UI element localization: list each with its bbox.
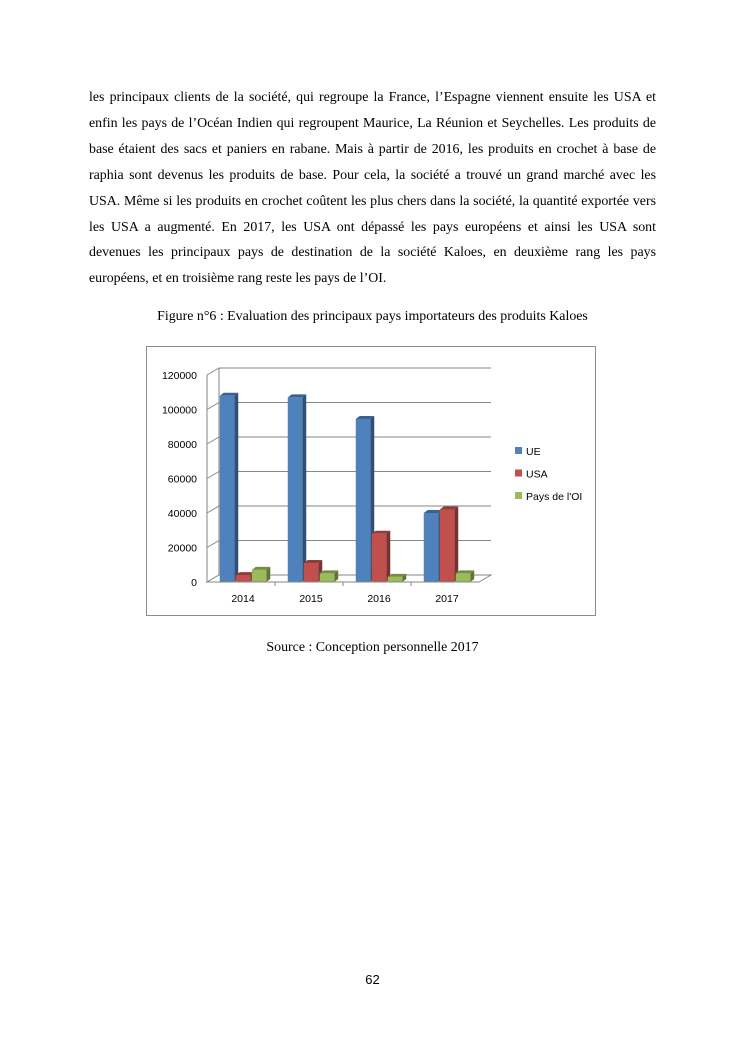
- x-tick-label: 2014: [231, 593, 255, 605]
- body-paragraph: les principaux clients de la société, qui regroupe la France, l’Espagne viennent ensuite les USA et enfin les pays de l’Océan Indien qui regroupent Maurice, La Réunion et Seychelles. Les produits de base étaient des sacs et paniers en rabane. Mais à partir de 2016, les produits en crochet à base de raphia sont devenus les produits de base. Pour cela, la société a trouvé un grand marché avec les USA. Même si les produits en crochet coûtent les plus chers dans la société, la quantité exportée vers les USA a augmenté. En 2017, les USA ont dépassé les pays européens et ainsi les USA sont devenues les principaux pays de destination de la société Kaloes, en deuxième rang les pays européens, et en troisième rang reste les pays de l’OI.: [89, 90, 656, 287]
- page-number: 62: [365, 972, 380, 987]
- chart-frame: [146, 346, 596, 616]
- legend-swatch: [515, 492, 522, 499]
- bar-pays-de-l-oi-2015: [320, 573, 335, 582]
- bar-side: [234, 393, 238, 582]
- bar-ue-2014: [220, 396, 235, 582]
- y-tick-label: 100000: [161, 404, 197, 417]
- y-tick-label: 80000: [167, 439, 197, 451]
- legend-swatch: [515, 470, 522, 477]
- gridline-depth: [207, 541, 219, 548]
- bar-usa-2015: [304, 563, 319, 582]
- bar-pays-de-l-oi-2017: [456, 573, 471, 582]
- y-tick-label: 0: [191, 577, 197, 589]
- gridline-depth: [207, 368, 219, 375]
- bar-side: [386, 531, 390, 582]
- bar-pays-de-l-oi-2014: [252, 570, 267, 582]
- gridline-depth: [207, 506, 219, 513]
- y-tick-label: 20000: [167, 542, 197, 555]
- y-tick-label: 40000: [167, 508, 197, 520]
- legend-swatch: [515, 447, 522, 454]
- y-tick-label: 60000: [167, 473, 197, 486]
- gridline-depth: [207, 403, 219, 410]
- legend-label: Pays de l'OI: [526, 491, 583, 503]
- legend-label: USA: [526, 468, 548, 481]
- bar-usa-2016: [372, 534, 387, 582]
- bar-usa-2014: [236, 575, 251, 582]
- figure-caption: Figure n°6 : Evaluation des principaux pays importateurs des produits Kaloes: [157, 309, 588, 324]
- x-tick-label: 2017: [435, 593, 459, 605]
- gridline-depth: [207, 437, 219, 444]
- legend-label: UE: [526, 446, 541, 458]
- bar-pays-de-l-oi-2016: [388, 577, 403, 582]
- x-tick-label: 2015: [299, 593, 323, 605]
- bar-chart: [147, 347, 597, 617]
- x-tick-label: 2016: [367, 593, 391, 605]
- gridline-depth: [207, 472, 219, 479]
- source-note: Source : Conception personnelle 2017: [266, 640, 479, 655]
- bar-ue-2017: [424, 513, 439, 582]
- bar-ue-2015: [288, 397, 303, 582]
- bar-usa-2017: [440, 510, 455, 582]
- bar-side: [302, 394, 306, 582]
- bar-side: [454, 507, 458, 582]
- y-tick-label: 120000: [161, 370, 197, 382]
- bar-ue-2016: [356, 419, 371, 582]
